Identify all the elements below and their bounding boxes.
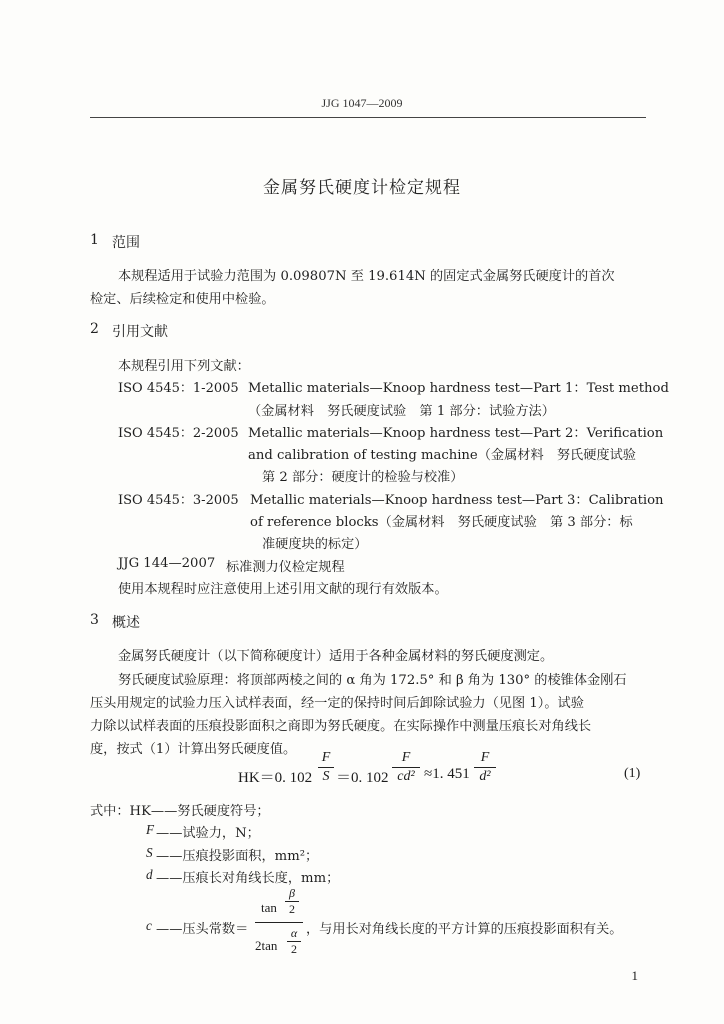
formula-lhs: HK＝0. 102 bbox=[238, 770, 313, 786]
section-3-heading: 概述 bbox=[112, 615, 140, 631]
section-2-number: 2 bbox=[90, 321, 99, 337]
definitions-intro: 式中：HK——努氏硬度符号； bbox=[90, 804, 270, 819]
fraction-bar bbox=[318, 767, 334, 768]
formula-equation-number: (1) bbox=[624, 766, 641, 781]
fraction-denominator: S bbox=[322, 769, 330, 784]
reference-line: （金属材料 努氏硬度试验 第 1 部分：试验方法） bbox=[248, 404, 555, 419]
fraction-numerator: F bbox=[401, 750, 411, 765]
reference-line: and calibration of testing machine（金属材料 努氏硬度试验 bbox=[248, 448, 636, 463]
fraction-bar bbox=[392, 767, 420, 768]
document-code-header: JJG 1047—2009 bbox=[321, 96, 403, 110]
denominator-alpha-symbol: α bbox=[290, 926, 298, 940]
reference-line: of reference blocks（金属材料 努氏硬度试验 第 3 部分：标 bbox=[250, 515, 633, 530]
jjg-reference-title: 标准测力仪检定规程 bbox=[226, 560, 345, 575]
fraction-bar bbox=[474, 767, 496, 768]
definition-text-d: ——压痕长对角线长度，mm； bbox=[156, 871, 340, 886]
denominator-alpha-fraction bbox=[287, 926, 301, 957]
reference-line: Metallic materials—Knoop hardness test—Part 3：Calibration bbox=[250, 493, 664, 508]
section-3-paragraph-1: 金属努氏硬度计（以下简称硬度计）适用于各种金属材料的努氏硬度测定。 bbox=[118, 649, 554, 664]
section-3-paragraph-2-line-1: 努氏硬度试验原理：将顶部两棱之间的 α 角为 172.5° 和 β 角为 130° 的棱锥体金刚石 bbox=[118, 673, 627, 688]
reference-line: 准硬度块的标定） bbox=[262, 537, 368, 552]
section-3-paragraph-2-line-3: 力除以试样表面的压痕投影面积之商即为努氏硬度。在实际操作中测量压痕长对角线长 bbox=[90, 719, 592, 734]
reference-code: ISO 4545：2-2005 bbox=[118, 426, 239, 441]
page-number: 1 bbox=[631, 968, 638, 983]
denominator-alpha-divisor: 2 bbox=[291, 942, 297, 956]
formula-middle-1: ＝0. 102 bbox=[336, 770, 389, 786]
section-3-paragraph-2-line-4: 度，按式（1）计算出努氏硬度值。 bbox=[90, 742, 297, 757]
indenter-constant-fraction bbox=[255, 884, 303, 964]
section-1-heading: 范围 bbox=[112, 235, 140, 251]
reference-code: ISO 4545：3-2005 bbox=[118, 493, 239, 508]
definition-symbol-c: c bbox=[146, 918, 152, 933]
section-2-intro: 本规程引用下列文献： bbox=[118, 359, 250, 374]
numerator-beta-fraction bbox=[285, 886, 299, 917]
definition-symbol-f: F bbox=[146, 822, 155, 837]
section-1-number: 1 bbox=[90, 232, 99, 248]
numerator-tan: tan bbox=[261, 900, 277, 915]
fraction-numerator: F bbox=[321, 750, 331, 765]
section-2-heading: 引用文献 bbox=[112, 324, 168, 340]
definition-text-f: ——试验力，N； bbox=[156, 826, 260, 841]
section-3-paragraph-2-line-2: 压头用规定的试验力压入试样表面，经一定的保持时间后卸除试验力（见图 1）。试验 bbox=[90, 696, 584, 711]
jjg-reference-code: JJG 144—2007 bbox=[118, 556, 216, 571]
formula-fraction-f-over-cd2 bbox=[392, 750, 420, 785]
page-title: 金属努氏硬度计检定规程 bbox=[263, 178, 461, 198]
reference-code: ISO 4545：1-2005 bbox=[118, 381, 239, 396]
reference-line: 第 2 部分：硬度计的检验与校准） bbox=[262, 470, 464, 485]
header-rule bbox=[90, 117, 646, 118]
definition-text-c: ——压头常数＝ bbox=[156, 922, 249, 937]
definition-c-tail: ，与用长对角线长度的平方计算的压痕投影面积有关。 bbox=[306, 922, 623, 937]
fraction-denominator: cd² bbox=[397, 769, 415, 784]
reference-line: Metallic materials—Knoop hardness test—Part 1：Test method bbox=[248, 381, 669, 396]
numerator-beta-symbol: β bbox=[289, 886, 295, 900]
reference-line: Metallic materials—Knoop hardness test—Part 2：Verification bbox=[248, 426, 664, 441]
main-fraction-bar bbox=[255, 922, 303, 923]
denominator-2tan: 2tan bbox=[255, 938, 278, 953]
section-2-note: 使用本规程时应注意使用上述引用文献的现行有效版本。 bbox=[118, 582, 448, 597]
formula-middle-2: ≈1. 451 bbox=[424, 766, 470, 782]
numerator-beta-divisor: 2 bbox=[289, 902, 295, 916]
definition-symbol-s: S bbox=[146, 845, 153, 860]
fraction-numerator: F bbox=[480, 750, 490, 765]
formula-fraction-f-over-d2 bbox=[474, 750, 496, 785]
definition-symbol-d: d bbox=[146, 867, 153, 882]
section-1-paragraph-line-2: 检定、后续检定和使用中检验。 bbox=[90, 292, 275, 307]
section-3-number: 3 bbox=[90, 612, 99, 628]
fraction-denominator: d² bbox=[479, 769, 491, 784]
formula-fraction-f-over-s bbox=[318, 750, 334, 785]
section-1-paragraph-line-1: 本规程适用于试验力范围为 0.09807N 至 19.614N 的固定式金属努氏硬度计的首次 bbox=[118, 269, 615, 284]
definition-text-s: ——压痕投影面积，mm²； bbox=[156, 849, 319, 864]
